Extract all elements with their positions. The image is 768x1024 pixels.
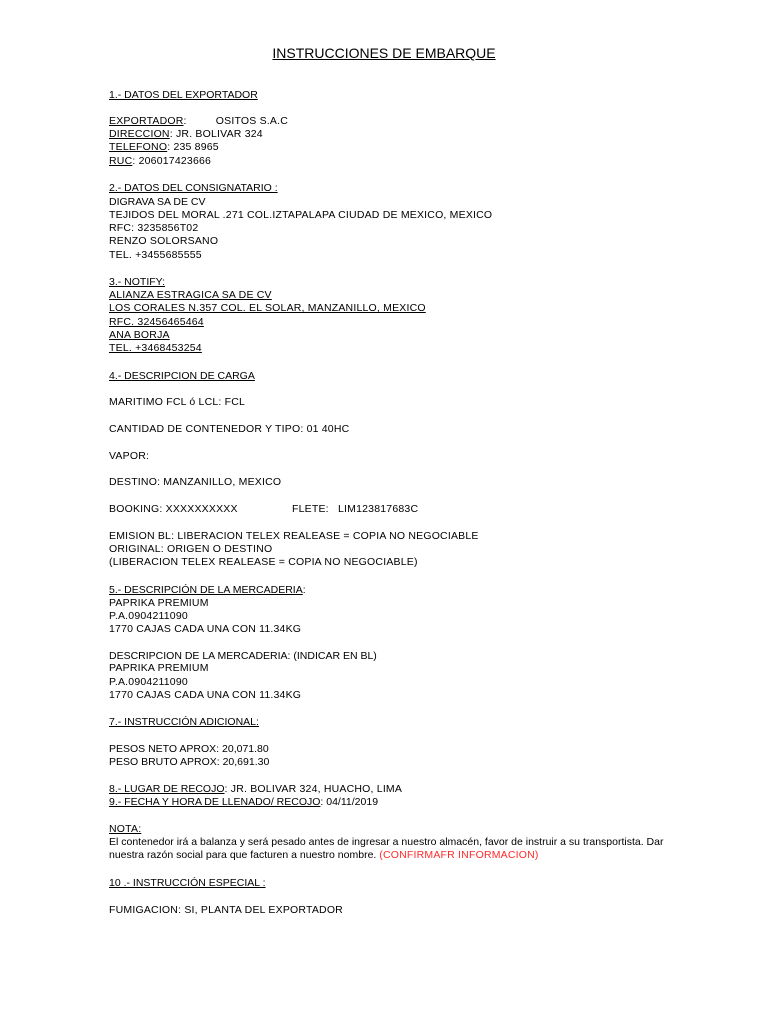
section-10-heading: 10 .- INSTRUCCIÓN ESPECIAL : — [109, 877, 266, 889]
maritimo-label: MARITIMO FCL ó LCL: — [109, 396, 225, 408]
section-5-heading-text: 5.- DESCRIPCIÓN DE LA MERCADERIA — [109, 584, 303, 596]
section-1-heading: 1.- DATOS DEL EXPORTADOR — [109, 89, 258, 101]
fumigacion-line: FUMIGACION: SI, PLANTA DEL EXPORTADOR — [109, 904, 343, 916]
consignatario-address: TEJIDOS DEL MORAL .271 COL.IZTAPALAPA CIUDAD DE MEXICO, MEXICO — [109, 209, 493, 221]
telefono-value: : 235 8965 — [167, 141, 219, 153]
consignatario-tel: TEL. +3455685555 — [109, 249, 202, 261]
nota-confirm: (CONFIRMAFR INFORMACION) — [379, 849, 539, 862]
exportador-label: EXPORTADOR — [109, 115, 184, 127]
section-9-value: : 04/11/2019 — [320, 796, 379, 808]
mercaderia-product: PAPRIKA PREMIUM — [109, 597, 209, 609]
bl-boxes: 1770 CAJAS CADA UNA CON 11.34KG — [109, 689, 302, 701]
mercaderia-pa: P.A.0904211090 — [109, 610, 188, 622]
vapor-line: VAPOR: — [109, 450, 150, 462]
emision-label: EMISION BL: — [109, 530, 178, 542]
ruc-label: RUC — [109, 155, 133, 167]
telefono-label: TELEFONO — [109, 141, 168, 153]
section-9-line — [109, 796, 378, 809]
section-9-label: 9.- FECHA Y HORA DE LLENADO/ RECOJO — [109, 796, 321, 808]
consignatario-rfc: RFC: 3235856T02 — [109, 222, 199, 234]
liberacion-line: (LIBERACION TELEX REALEASE = COPIA NO NEGOCIABLE) — [109, 556, 418, 568]
emision-value: LIBERACION TELEX REALEASE = COPIA NO NEGOCIABLE — [177, 530, 479, 542]
section-2-heading: 2.- DATOS DEL CONSIGNATARIO : — [109, 182, 278, 194]
flete-value: LIM123817683C — [338, 503, 419, 515]
direccion-line — [109, 128, 263, 141]
notify-contact: ANA BORJA — [109, 329, 170, 341]
flete-label: FLETE: — [292, 503, 329, 515]
notify-name: ALIANZA ESTRAGICA SA DE CV — [109, 289, 272, 301]
notify-rfc: RFC. 32456465464 — [109, 316, 204, 328]
section-8-value: : JR. BOLIVAR 324, HUACHO, LIMA — [224, 783, 403, 795]
direccion-label: DIRECCION — [109, 128, 170, 140]
section-5b-heading: DESCRIPCION DE LA MERCADERIA: (INDICAR EN BL) — [109, 650, 377, 662]
ruc-line — [109, 155, 211, 168]
notify-address: LOS CORALES N.357 COL. EL SOLAR, MANZANILLO, MEXICO — [109, 302, 426, 314]
bl-pa: P.A.0904211090 — [109, 676, 188, 688]
page-title: INSTRUCCIONES DE EMBARQUE — [272, 45, 496, 61]
nota-body: El contenedor irá a balanza y será pesado antes de ingresar a nuestro almacén, favor de instruir a su transportista. Dar nuestra razón social para que facturen a nuestro nombre. — [109, 836, 664, 862]
section-4-heading: 4.- DESCRIPCION DE CARGA — [109, 370, 255, 382]
peso-bruto: PESO BRUTO APROX: 20,691.30 — [109, 756, 270, 768]
booking-line: BOOKING: XXXXXXXXXX — [109, 503, 238, 515]
maritimo-value: FCL — [224, 396, 246, 408]
maritimo-line — [109, 396, 245, 409]
nota-text — [109, 836, 669, 863]
ruc-value: : 206017423666 — [132, 155, 212, 167]
exportador-value: OSITOS S.A.C — [215, 115, 289, 127]
direccion-value: : JR. BOLIVAR 324 — [169, 128, 263, 140]
exportador-line — [109, 115, 288, 128]
section-3-heading: 3.- NOTIFY: — [109, 276, 166, 288]
mercaderia-boxes: 1770 CAJAS CADA UNA CON 11.34KG — [109, 623, 302, 635]
section-8-label: 8.- LUGAR DE RECOJO — [109, 783, 225, 795]
section-5-heading-colon: : — [302, 584, 306, 596]
cantidad-line: CANTIDAD DE CONTENEDOR Y TIPO: 01 40HC — [109, 423, 350, 435]
consignatario-contact: RENZO SOLORSANO — [109, 235, 219, 247]
telefono-line — [109, 141, 219, 154]
destino-line: DESTINO: MANZANILLO, MEXICO — [109, 476, 282, 488]
section-8-line — [109, 783, 402, 796]
consignatario-name: DIGRAVA SA DE CV — [109, 196, 206, 208]
notify-tel: TEL. +3468453254 — [109, 342, 202, 354]
exportador-colon: : — [183, 115, 187, 127]
peso-neto: PESOS NETO APROX: 20,071.80 — [109, 743, 269, 755]
nota-label: NOTA: — [109, 823, 142, 835]
bl-product: PAPRIKA PREMIUM — [109, 662, 209, 674]
emision-line — [109, 530, 479, 543]
section-5-heading — [109, 584, 306, 597]
original-line: ORIGINAL: ORIGEN O DESTINO — [109, 543, 273, 555]
section-7-heading: 7.- INSTRUCCIÓN ADICIONAL: — [109, 716, 259, 728]
